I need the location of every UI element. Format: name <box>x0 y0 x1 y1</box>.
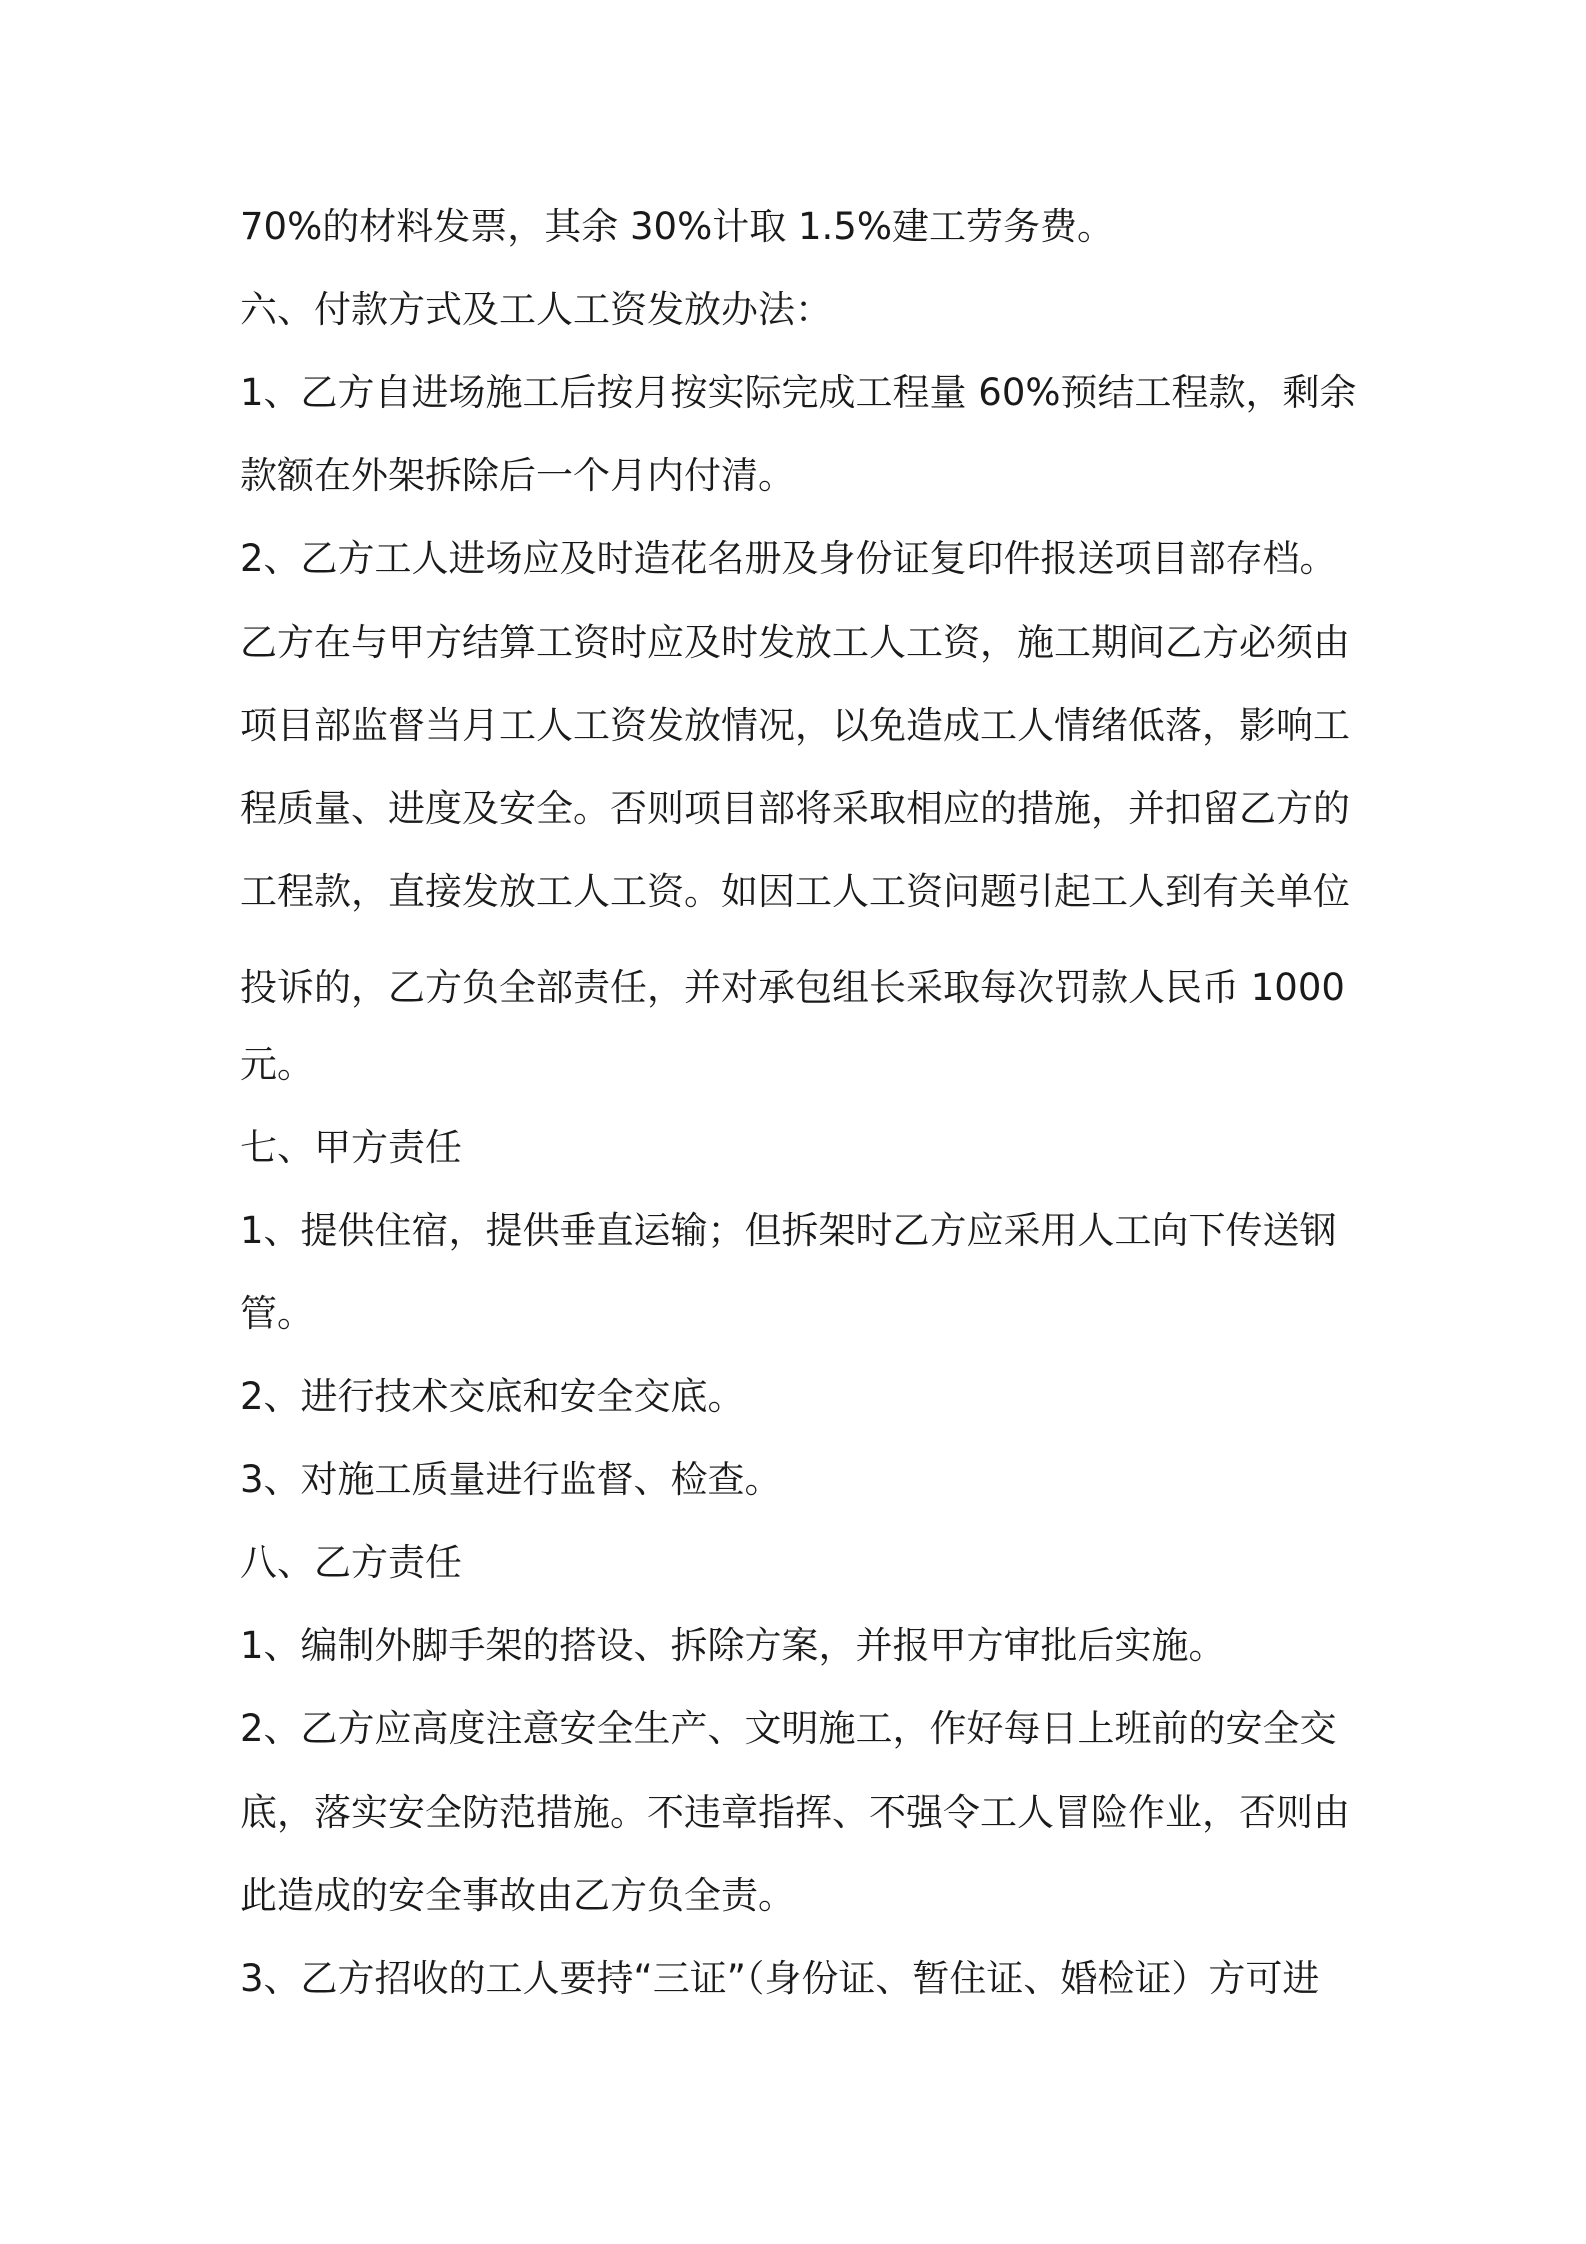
text-line-payment-materials: 70%的材料发票，其余 30%计取 1.5%建工劳务费。 <box>240 205 1114 248</box>
text-line: 1、乙方自进场施工后按月按实际完成工程量 60%预结工程款，剩余 <box>240 371 1357 414</box>
section-heading-payment: 六、付款方式及工人工资发放办法： <box>240 288 832 331</box>
text-line: 管。 <box>240 1292 314 1335</box>
text-line: 投诉的，乙方负全部责任，并对承包组长采取每次罚款人民币 1000 <box>240 966 1345 1009</box>
section-heading-party-a: 七、甲方责任 <box>240 1126 462 1169</box>
text-line: 2、乙方应高度注意安全生产、文明施工，作好每日上班前的安全交 <box>240 1707 1337 1750</box>
text-line: 工程款，直接发放工人工资。如因工人工资问题引起工人到有关单位 <box>240 870 1350 913</box>
section-heading-party-b: 八、乙方责任 <box>240 1541 462 1584</box>
text-line: 乙方在与甲方结算工资时应及时发放工人工资，施工期间乙方必须由 <box>240 621 1350 664</box>
text-line: 1、提供住宿，提供垂直运输；但拆架时乙方应采用人工向下传送钢 <box>240 1209 1337 1252</box>
text-line: 3、乙方招收的工人要持“三证”（身份证、暂住证、婚检证）方可进 <box>240 1957 1320 2000</box>
text-line: 底，落实安全防范措施。不违章指挥、不强令工人冒险作业，否则由 <box>240 1791 1350 1834</box>
text-line: 元。 <box>240 1043 314 1086</box>
text-line: 2、乙方工人进场应及时造花名册及身份证复印件报送项目部存档。 <box>240 537 1337 580</box>
text-line: 项目部监督当月工人工资发放情况，以免造成工人情绪低落，影响工 <box>240 704 1350 747</box>
text-line: 2、进行技术交底和安全交底。 <box>240 1375 745 1418</box>
text-line: 款额在外架拆除后一个月内付清。 <box>240 454 795 497</box>
text-line: 3、对施工质量进行监督、检查。 <box>240 1458 782 1501</box>
text-line: 1、编制外脚手架的搭设、拆除方案，并报甲方审批后实施。 <box>240 1624 1226 1667</box>
text-line: 此造成的安全事故由乙方负全责。 <box>240 1874 795 1917</box>
text-line: 程质量、进度及安全。否则项目部将采取相应的措施，并扣留乙方的 <box>240 787 1350 830</box>
